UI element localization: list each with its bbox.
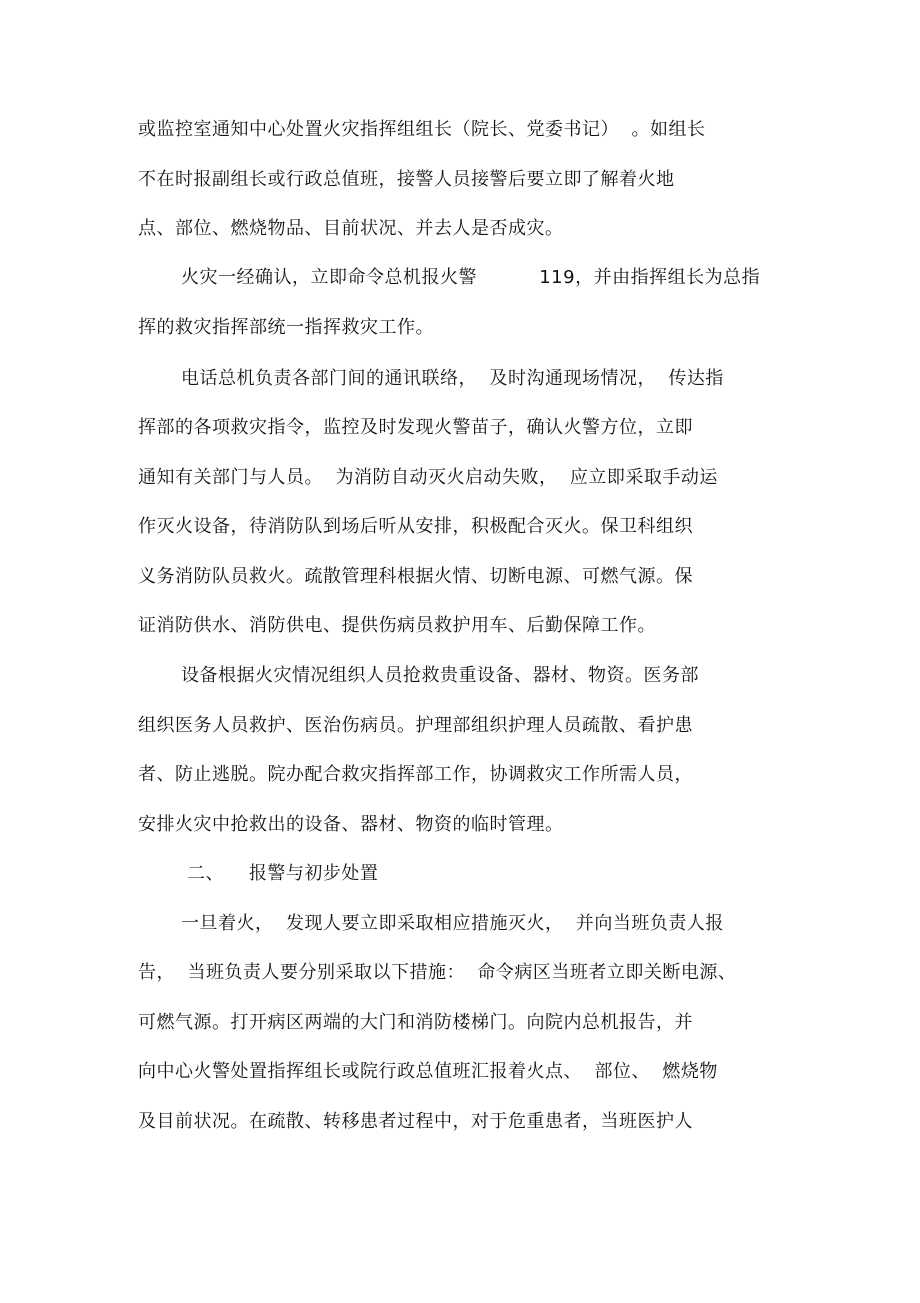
text-line: 挥的救灾指挥部统一指挥救灾工作。	[138, 317, 434, 338]
text-line: 通知有关部门与人员。 为消防自动灭火启动失败， 应立即采取手动运	[138, 467, 718, 488]
text-line: 组织医务人员救护、医治伤病员。护理部组织护理人员疏散、看护患	[138, 715, 693, 736]
paragraph-start-line: 火灾一经确认，立即命令总机报火警 119，并由指挥组长为总指	[181, 267, 761, 288]
text-line: 可燃气源。打开病区两端的大门和消防楼梯门。向院内总机报告，并	[138, 1012, 693, 1033]
text-line: 义务消防队员救火。疏散管理科根据火情、切断电源、可燃气源。保	[138, 566, 693, 587]
text-line: 挥部的各项救灾指令，监控及时发现火警苗子，确认火警方位，立即	[138, 417, 693, 438]
text-line: 证消防供水、消防供电、提供伤病员救护用车、后勤保障工作。	[138, 615, 656, 636]
text-line: 者、防止逃脱。院办配合救灾指挥部工作，协调救灾工作所需人员，	[138, 764, 693, 785]
text-line: 告， 当班负责人要分别采取以下措施： 命令病区当班者立即关断电源、	[138, 962, 737, 983]
text-line: 向中心火警处置指挥组长或院行政总值班汇报着火点、 部位、 燃烧物	[138, 1061, 718, 1082]
paragraph-start-line: 电话总机负责各部门间的通讯联络， 及时沟通现场情况， 传达指	[181, 368, 724, 389]
text-line: 及目前状况。在疏散、转移患者过程中，对于危重患者，当班医护人	[138, 1111, 693, 1132]
text-line: 点、部位、燃烧物品、目前状况、并去人是否成灾。	[138, 218, 564, 239]
paragraph-start-line: 一旦着火， 发现人要立即采取相应措施灭火， 并向当班负责人报	[181, 913, 724, 934]
paragraph-start-line: 设备根据火灾情况组织人员抢救贵重设备、器材、物资。医务部	[181, 665, 699, 686]
text-line: 安排火灾中抢救出的设备、器材、物资的临时管理。	[138, 814, 564, 835]
text-line: 不在时报副组长或行政总值班，接警人员接警后要立即了解着火地	[138, 169, 675, 190]
section-heading: 二、 报警与初步处置	[187, 863, 379, 884]
text-line: 或监控室通知中心处置火灾指挥组组长（院长、党委书记） 。如组长	[138, 119, 706, 140]
text-line: 作灭火设备，待消防队到场后听从安排，积极配合灭火。保卫科组织	[138, 516, 693, 537]
